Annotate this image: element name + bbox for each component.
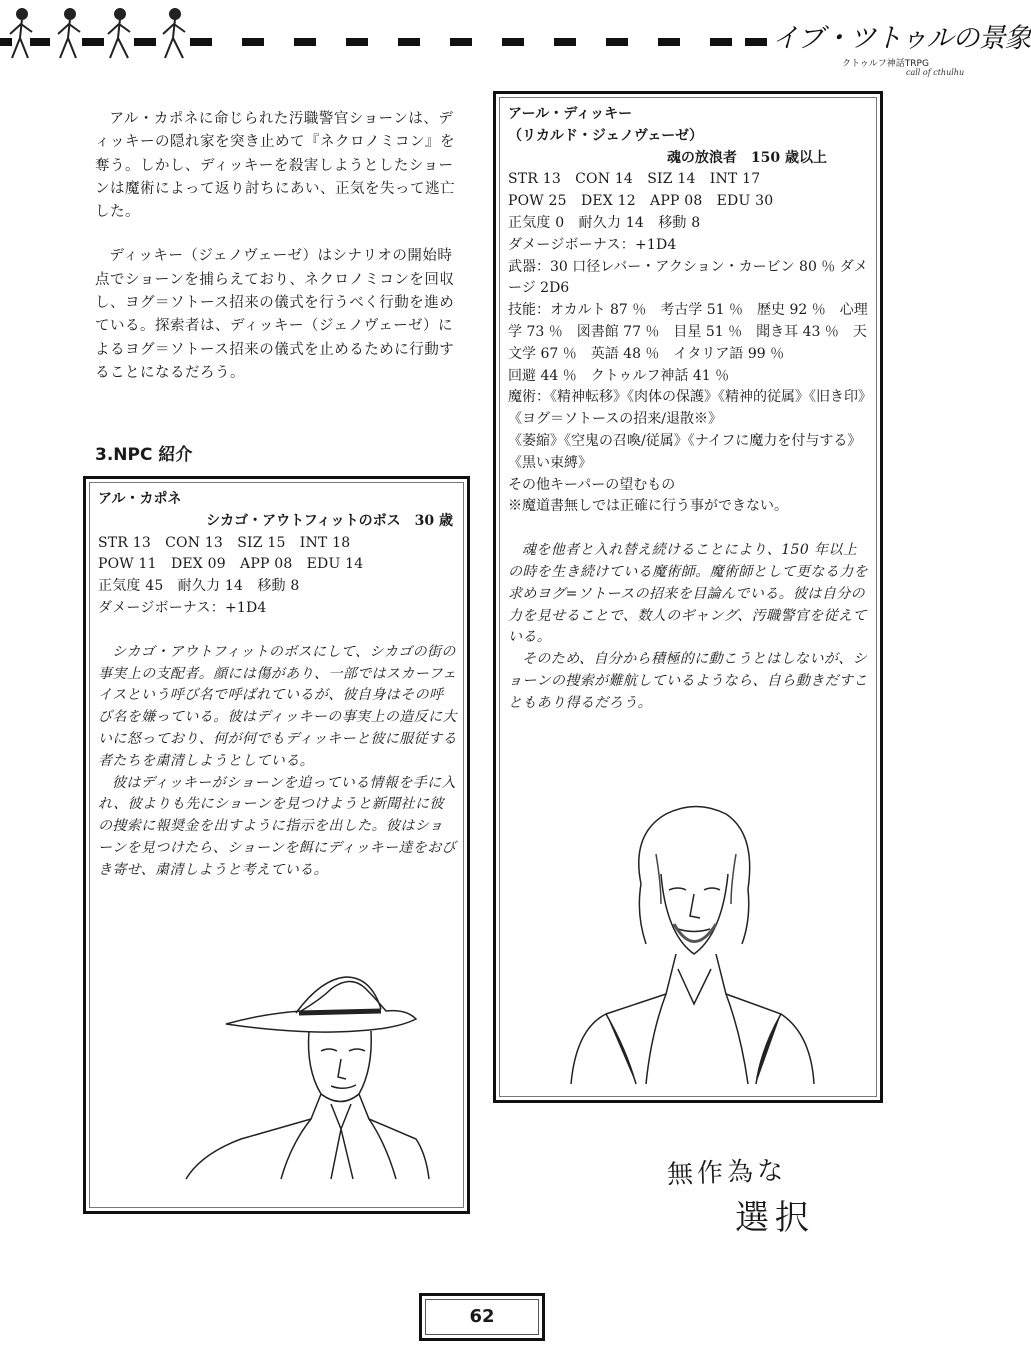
npc-stats: 正気度 0 耐久力 14 移動 8 (508, 214, 701, 231)
npc-magic: 《萎縮》《空鬼の召喚/従属》《ナイフに魔力を付与する》《黒い束縛》 (508, 432, 862, 471)
page-number-box (419, 1293, 545, 1341)
npc-skills: 回避 44 ％ クトゥルフ神話 41 ％ (508, 367, 730, 384)
npc-title: 魂の放浪者 150 歳以上 (666, 149, 828, 166)
npc-note: ※魔道書無しでは正確に行う事ができない。 (508, 498, 788, 515)
intro-paragraph: ディッキー（ジェノヴェーゼ）はシナリオの開始時点でショーンを捕らえており、ネクロノミコンを回収し、ヨグ＝ソトース招来の儀式を行うべく行動を進めている。探索者は、ディッキー（ジェノヴェーゼ）によるヨグ＝ソトース招来の儀式を止めるために行動することになるだろう。 (95, 248, 455, 381)
capone-portrait (181, 969, 431, 1179)
npc-description (508, 540, 870, 714)
calligraphy-text: 無作為な (666, 1155, 788, 1191)
npc-stats: STR 13 CON 14 SIZ 14 INT 17 (508, 171, 761, 188)
npc-stats: POW 11 DEX 09 APP 08 EDU 14 (98, 556, 364, 573)
section-heading: 3.NPC 紹介 (95, 445, 193, 465)
npc-magic: その他キーパーの望むもの (508, 476, 676, 493)
npc-stats: 正気度 45 耐久力 14 移動 8 (98, 578, 300, 595)
npc-description-paragraph: 魂を他者と入れ替え続けることにより、150 年以上の時を生き続けている魔術師。魔術師として更なる力を求めヨグ=ソトースの招来を目論んでいる。彼は自分の力を見せることで、数人のギャング、汚職警官を従えている。 (508, 542, 868, 646)
npc-stats: POW 25 DEX 12 APP 08 EDU 30 (508, 193, 774, 210)
intro-paragraph: アル・カポネに命じられた汚職警官ショーンは、ディッキーの隠れ家を突き止めて『ネクロノミコン』を奪う。しかし、ディッキーを殺害しようとしたショーンは魔術によって返り討ちにあい、正気を失って逃亡した。 (95, 111, 455, 221)
page-header (0, 0, 1031, 80)
npc-alias: （リカルド・ジェノヴェーゼ） (508, 127, 704, 144)
npc-description-paragraph: シカゴ・アウトフィットのボスにして、シカゴの街の事実上の支配者。顔には傷があり、一部ではスカーフェイスという呼び名で呼ばれているが、彼自身はその呼び名を嫌っている。彼はディッキーの事実上の造反に大いに怒っており、何が何でもディッキーと彼に服従する者たちを粛清しようとしている。 (98, 643, 457, 769)
npc-description-paragraph: そのため、自分から積極的に動こうとはしないが、ショーンの捜索が難航しているようなら、自ら動きだすこともあり得るだろう。 (508, 651, 868, 711)
npc-box-dickie (493, 91, 883, 1103)
npc-title: シカゴ・アウトフィットのボス 30 歳 (206, 512, 453, 529)
walking-figures-icon (10, 9, 185, 58)
dickie-portrait (566, 794, 816, 1084)
logo-subtitle-english: call of cthulhu (906, 68, 965, 77)
npc-name: アール・ディッキー (508, 106, 633, 122)
npc-stats: ダメージボーナス：+1D4 (98, 599, 267, 616)
calligraphy-text: 選択 (735, 1198, 815, 1238)
npc-stats: STR 13 CON 13 SIZ 15 INT 18 (98, 534, 351, 551)
npc-weapon: 武器：30 口径レバー・アクション・カービン 80 ％ ダメージ 2D6 (508, 258, 868, 297)
npc-box-capone (83, 476, 470, 1214)
npc-skills: 技能：オカルト 87 ％ 考古学 51 ％ 歴史 92 ％ 心理学 73 ％ 図書館 77 ％ 目星 51 ％ 聞き耳 43 ％ 天文学 67 ％ 英語 48 ％ イタリア語 99 ％ (508, 302, 868, 362)
npc-description-paragraph: 彼はディッキーがショーンを追っている情報を手に入れ、彼よりも先にショーンを見つけようと新聞社に彼の捜索に報奨金を出すように指示を出した。彼はショーンを見つけたら、ショーンを餌にディッキー達をおびき寄せ、粛清しようと考えている。 (98, 774, 457, 878)
npc-description (98, 642, 457, 882)
page-number: 62 (425, 1299, 539, 1335)
logo-subtitle: クトゥルフ神話TRPG (842, 59, 929, 69)
npc-name: アル・カポネ (98, 491, 182, 507)
logo-title: イブ・ツトゥルの景象 (772, 23, 1031, 54)
intro-text (95, 108, 455, 406)
npc-magic: 魔術：《精神転移》《肉体の保護》《精神的従属》《旧き印》《ヨグ＝ソトースの招来/退散※》 (508, 389, 865, 428)
npc-stats: ダメージボーナス：+1D4 (508, 236, 677, 253)
